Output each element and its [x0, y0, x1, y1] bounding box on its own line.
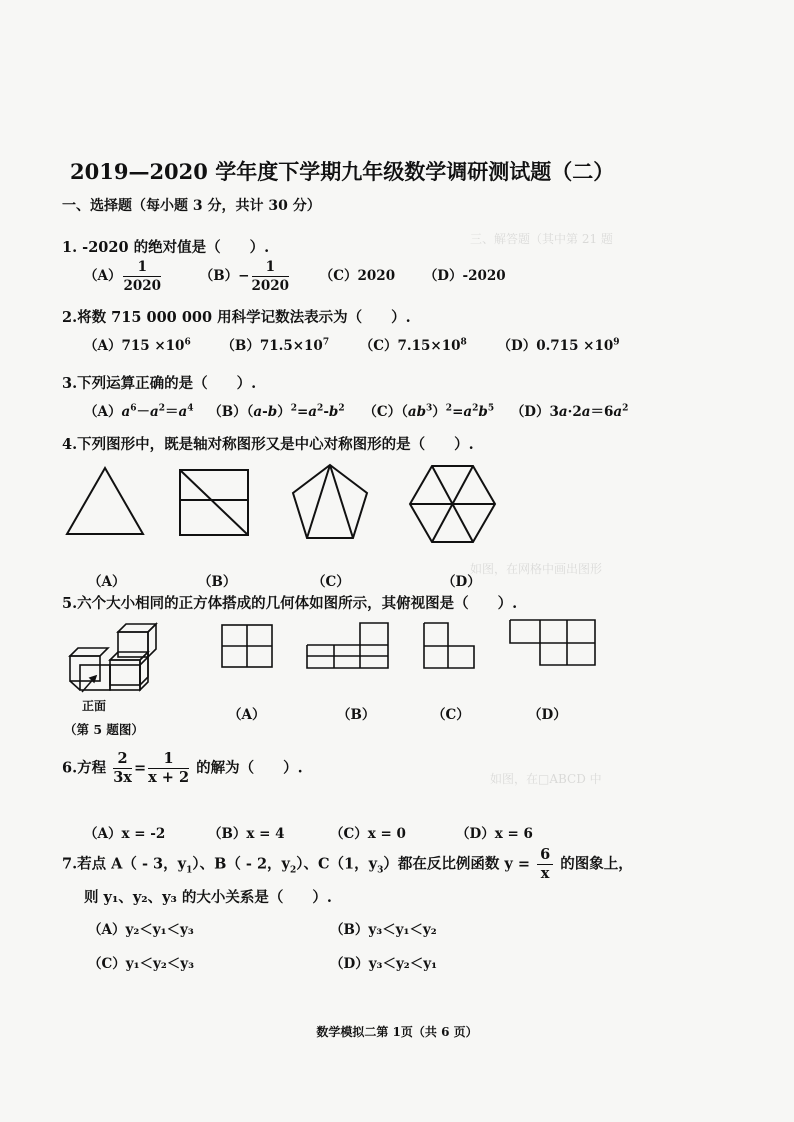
q7-option-a: （A）y₂＜y₁＜y₃ [88, 922, 194, 938]
denominator: x [540, 865, 550, 882]
subscript: 1 [186, 865, 193, 876]
option-a-label: （A） [228, 707, 266, 723]
q6-option-c: （C）x = 0 [330, 826, 406, 842]
exponent: 7 [322, 337, 330, 348]
question-5-stem: 5.六个大小相同的正方体搭成的几何体如图所示，其俯视图是（ ）. [62, 595, 518, 612]
top-view-option-d [510, 620, 595, 665]
numerator: 1 [148, 750, 189, 769]
numerator: 2 [113, 750, 132, 769]
bleed-through-text: 如图，在□ABCD 中 [490, 772, 602, 786]
figure-a-label: （A） [88, 574, 126, 590]
option-c-label: （C） [432, 707, 470, 723]
option-b: （B）71.5×10 [221, 338, 323, 354]
stem-text: 的图象上， [560, 855, 633, 873]
question-2-stem: 2.将数 715 000 000 用科学记数法表示为（ ）. [62, 309, 411, 326]
denominator: x + 2 [148, 769, 190, 786]
q7-option-c: （C）y₁＜y₂＜y₃ [88, 956, 195, 972]
page-title: 2019—2020 学年度下学期九年级数学调研测试题（二） [70, 159, 615, 184]
question-4-stem: 4.下列图形中，既是轴对称图形又是中心对称图形的是（ ）. [62, 436, 474, 453]
option-c: （C）2020 [319, 268, 396, 284]
stem-text: ）、C（1，y [296, 855, 378, 873]
option-d: （D）-2020 [423, 268, 506, 284]
exponent: 6 [184, 337, 191, 348]
option-a: （A）715 ×10 [84, 338, 185, 354]
numerator: 1 [252, 258, 290, 277]
section-heading: 一、选择题（每小题 3 分，共计 30 分） [62, 198, 321, 214]
fraction [113, 750, 132, 787]
q6-option-a: （A）x = -2 [84, 826, 166, 842]
page-footer: 数学模拟二第 1页（共 6 页） [316, 1025, 478, 1039]
subscript: 2 [289, 865, 297, 876]
cube-solid-figure [70, 624, 156, 690]
question-3-stem: 3.下列运算正确的是（ ）. [62, 375, 257, 392]
figure-d-label: （D） [442, 574, 481, 590]
denominator: 2020 [251, 278, 290, 294]
exponent: 9 [613, 337, 620, 348]
option-d-label: （D） [528, 707, 567, 723]
denominator: 2020 [123, 278, 162, 294]
question-1-stem: 1. -2020 的绝对值是（ ）. [62, 239, 270, 256]
option-a: $(A)a^6-a^2=a^4$ [84, 403, 194, 420]
option-b-label: （B） [337, 707, 376, 723]
option-c: $(C)(ab^3)^2=a^2b^5$ [363, 403, 495, 420]
stem-text: ）都在反比例函数 y = [383, 855, 530, 873]
front-label: 正面 [82, 699, 107, 713]
option-d: （D）0.715 ×10 [497, 338, 614, 354]
q6-option-b: （B）x = 4 [208, 826, 285, 842]
question-6-stem: 6.方程 $\frac{2}{3x}$ = $\frac{1}{x + 2}$ 的解为（ ）. [62, 750, 303, 786]
option-a-label: （A） [84, 268, 122, 284]
exponent: 8 [460, 337, 467, 348]
stem-text: 的解为（ ）. [196, 759, 303, 777]
option-c: （C）7.15×10 [359, 338, 461, 354]
numerator: 1 [123, 258, 161, 277]
option-b: $(B)(a-b)^2=a^2-b^2$ [208, 403, 345, 420]
stem-text: 6.方程 [62, 759, 107, 777]
top-view-option-c [424, 623, 474, 668]
fraction [148, 750, 189, 787]
bleed-through-text: 如图，在网格中画出图形 [470, 562, 603, 576]
stem-text: 7.若点 A（ - 3，y [62, 855, 187, 873]
top-view-option-b [307, 623, 388, 668]
stem-text: ）、B（ - 2，y [192, 855, 290, 873]
denominator: 3x [113, 769, 132, 786]
figure-b-label: （B） [198, 574, 237, 590]
bleed-through-text: 三、解答题（其中第 21 题 [470, 232, 613, 246]
q6-option-d: （D）x = 6 [456, 826, 533, 842]
top-view-option-a [222, 625, 272, 667]
figure-c-label: （C） [312, 574, 350, 590]
figure-caption: （第 5 题图） [64, 722, 144, 737]
q7-option-d: （D）y₃＜y₂＜y₁ [330, 956, 437, 972]
question-7-line-2: 则 y₁、y₂、y₃ 的大小关系是（ ）. [84, 889, 332, 906]
subscript: 3 [377, 865, 384, 876]
option-b-label: （B）− [199, 268, 250, 284]
option-d: $(D)3a\cdot 2a=6a^2$ [510, 403, 629, 420]
numerator: 6 [537, 846, 553, 865]
q7-option-b: （B）y₃＜y₁＜y₂ [330, 922, 437, 938]
fraction [537, 846, 553, 883]
question-7-stem [62, 846, 633, 883]
